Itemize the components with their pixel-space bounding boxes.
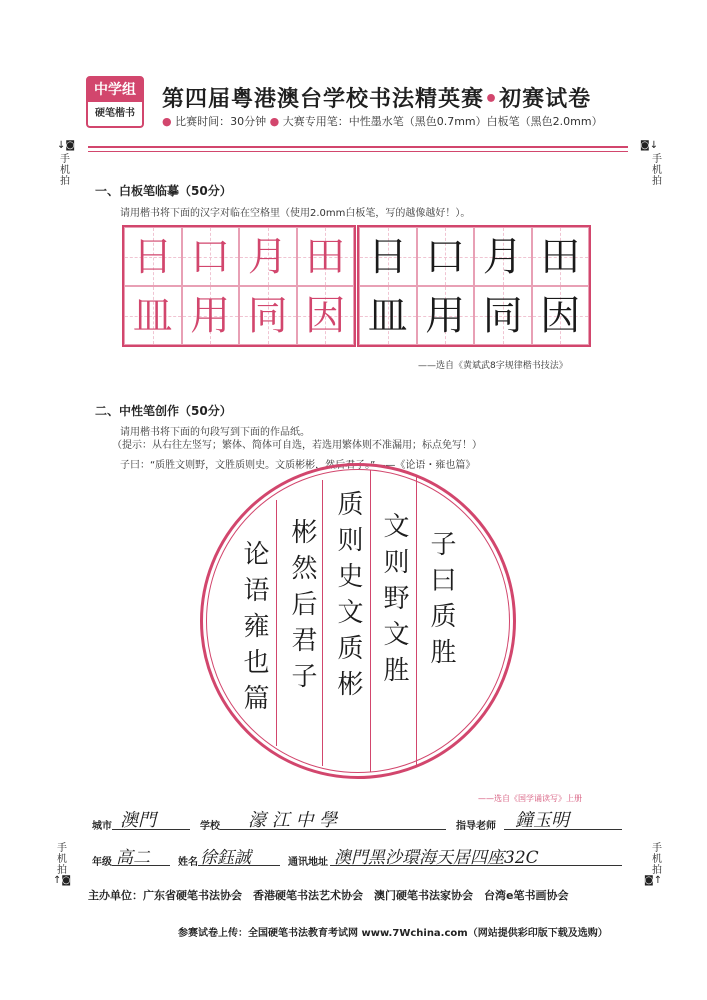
grade-value[interactable]: 高二 [116, 848, 150, 868]
title-separator: • [484, 87, 500, 112]
model-cell: 月 [239, 227, 297, 286]
copy-cell: 田 [532, 227, 590, 286]
model-cell: 皿 [124, 286, 182, 345]
phone-photo-label: 手机拍 [652, 154, 662, 187]
work-column-3: 质则史文质彬 [333, 490, 363, 706]
column-line [276, 500, 277, 746]
header-rule [88, 146, 628, 148]
copy-cell: 口 [417, 227, 475, 286]
name-label: 姓名 [178, 857, 198, 868]
work-column-1: 子曰质胜 [426, 530, 456, 674]
copy-grid [357, 225, 591, 347]
pen-requirement: 大赛专用笔：中性墨水笔（黑色0.7mm）白板笔（黑色2.0mm） [282, 115, 603, 128]
camera-icon: ◙ [65, 140, 76, 151]
arrow-down-icon: ↓ [649, 140, 659, 151]
model-cell: 用 [182, 286, 240, 345]
city-value[interactable]: 澳門 [120, 810, 156, 831]
column-line [416, 476, 417, 766]
copy-cell: 用 [417, 286, 475, 345]
camera-icon: ◙ [644, 875, 654, 886]
exam-info [162, 113, 603, 129]
title-tail: 初赛试卷 [499, 87, 592, 112]
model-cell: 同 [239, 286, 297, 345]
upload-info: 参赛试卷上传：全国硬笔书法教育考试网 www.7Wchina.com（网站提供彩印版下载及选购） [178, 928, 608, 939]
school-label: 学校 [200, 821, 220, 832]
work-column-5: 论语雍也篇 [239, 540, 269, 720]
phone-photo-label: 手机拍 [60, 154, 70, 187]
section1-heading: 一、白板笔临摹（50分） [95, 184, 232, 198]
column-line [322, 480, 323, 766]
camera-icon: ◙ [61, 875, 72, 886]
copy-cell: 月 [474, 227, 532, 286]
section2-source: ——选自《国学诵读写》上册 [478, 794, 582, 803]
bullet-icon: ● [269, 115, 280, 128]
phone-marker-bottom-left [53, 875, 71, 886]
organizers: 主办单位：广东省硬笔书法协会 香港硬笔书法艺术协会 澳门硬笔书法家协会 台湾e笔书画协会 [88, 889, 569, 902]
phone-marker-top-right [640, 140, 658, 151]
column-line [370, 470, 371, 772]
section2-heading: 二、中性笔创作（50分） [95, 404, 232, 418]
phone-photo-label: 手机拍 [57, 843, 67, 876]
address-label: 通讯地址 [288, 857, 328, 868]
copy-cell: 同 [474, 286, 532, 345]
title-main: 第四届粤港澳台学校书法精英赛 [162, 87, 485, 112]
phone-marker-bottom-right [644, 875, 662, 886]
copy-cell: 日 [359, 227, 417, 286]
bullet-icon: ● [162, 115, 172, 128]
exam-time: 比赛时间：30分钟 [175, 115, 267, 128]
section1-source: ——选自《黄斌武8字规律楷书技法》 [418, 361, 568, 371]
teacher-value[interactable]: 鐘玉明 [515, 810, 569, 831]
work-column-2: 文则野文胜 [379, 512, 409, 692]
copy-cell: 因 [532, 286, 590, 345]
camera-icon: ◙ [640, 140, 650, 151]
section1-instruction: 请用楷书将下面的汉字对临在空格里（使用2.0mm白板笔，写的越像越好！）。 [120, 208, 471, 219]
category-badge-label: 硬笔楷书 [95, 108, 135, 119]
section2-instruction: 请用楷书将下面的句段写到下面的作品纸。 [120, 427, 310, 438]
name-value[interactable]: 徐鈺誠 [200, 848, 251, 868]
arrow-up-icon: ↑ [53, 875, 62, 886]
teacher-label: 指导老师 [456, 821, 496, 832]
phone-marker-top-left [57, 140, 75, 151]
header-rule-thin [88, 151, 628, 152]
page-title [162, 82, 591, 113]
model-cell: 因 [297, 286, 355, 345]
section2-quote: 子曰：“质胜文则野，文胜质则史。文质彬彬，然后君子。”——《论语・雍也篇》 [120, 460, 476, 471]
model-cell: 日 [124, 227, 182, 286]
arrow-down-icon: ↓ [57, 140, 66, 151]
work-column-4: 彬然后君子 [287, 518, 317, 698]
model-grid [122, 225, 356, 347]
grade-label: 年级 [92, 857, 112, 868]
section2-hint: （提示：从右往左竖写；繁体、简体可自选，若选用繁体则不准漏用；标点免写！） [112, 440, 482, 451]
phone-photo-label: 手机拍 [652, 843, 662, 876]
copy-cell: 皿 [359, 286, 417, 345]
city-label: 城市 [92, 821, 112, 832]
address-value[interactable]: 澳門黑沙環海天居四座32C [334, 848, 539, 868]
arrow-up-icon: ↑ [653, 875, 663, 886]
model-cell: 田 [297, 227, 355, 286]
school-value[interactable]: 濠 江 中 學 [248, 810, 338, 831]
model-cell: 口 [182, 227, 240, 286]
division-badge-label: 中学组 [88, 78, 142, 102]
